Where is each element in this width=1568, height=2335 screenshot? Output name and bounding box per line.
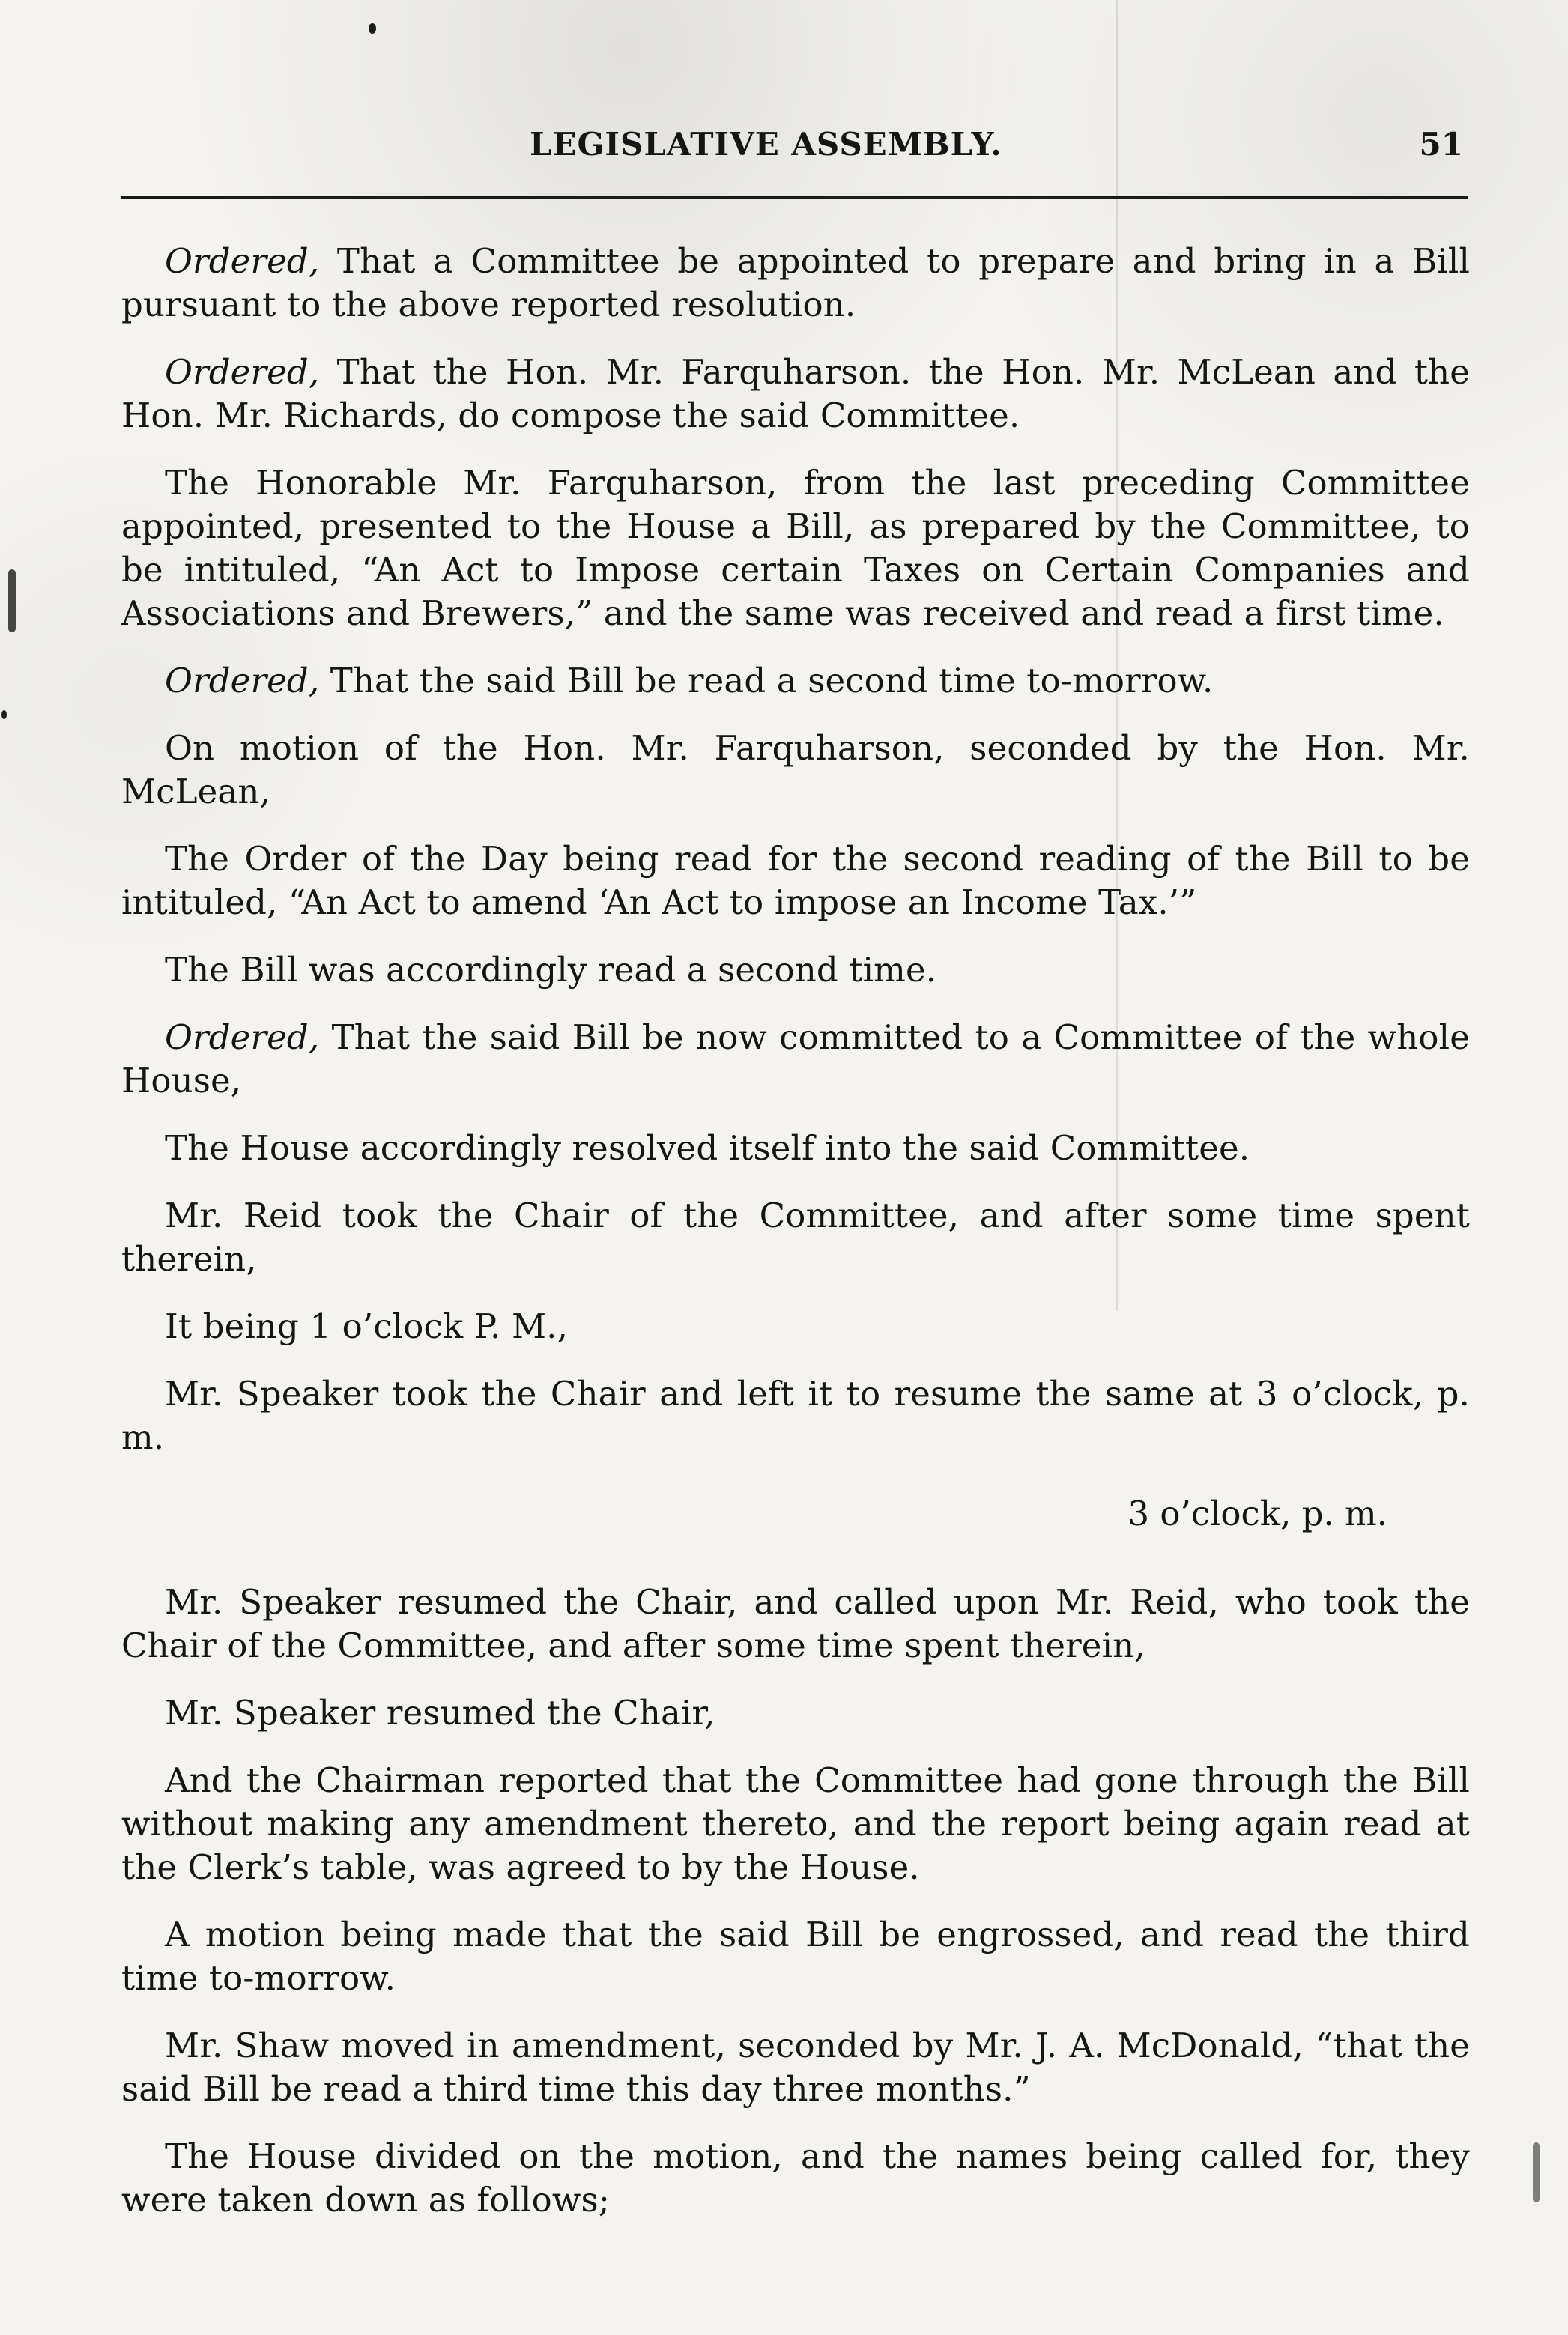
page-header bbox=[121, 126, 1468, 180]
scan-edge-mark bbox=[8, 569, 16, 632]
paragraph-motion-engrossed bbox=[121, 1913, 1470, 2000]
paragraph-text: Mr. Shaw moved in amendment, seconded by Mr. J. A. McDonald, “that the said Bill be read a third time this day three months.” bbox=[121, 2026, 1470, 2109]
paragraph-lead: Ordered, bbox=[165, 241, 320, 281]
paragraph-text: It being 1 o’clock P. M., bbox=[165, 1306, 569, 1346]
paragraph-text: The Honorable Mr. Farquharson, from the last preceding Committee appointed, presented to the House a Bill, as prepared by the Committee, to be intituled, “An Act to Impose certain Taxes on Certain Companies and Associations and Brewers,” and the same was received and read a first time. bbox=[121, 463, 1470, 633]
paragraph-ordered-second-reading bbox=[121, 659, 1470, 703]
paragraph-reid-chair bbox=[121, 1194, 1470, 1281]
paragraph-motion bbox=[121, 727, 1470, 814]
paragraph-text: Mr. Speaker took the Chair and left it to resume the same at 3 o’clock, p. m. bbox=[121, 1374, 1470, 1457]
scan-speck bbox=[1, 710, 7, 719]
paragraph-text: A motion being made that the said Bill be engrossed, and read the third time to-morrow. bbox=[121, 1915, 1470, 1998]
paragraph-text: That a Committee be appointed to prepare and bring in a Bill pursuant to the above reported resolution. bbox=[121, 241, 1470, 324]
paragraph-text: That the Hon. Mr. Farquharson. the Hon. Mr. McLean and the Hon. Mr. Richards, do compose the said Committee. bbox=[121, 352, 1470, 435]
paragraph-text: That the said Bill be now committed to a Committee of the whole House, bbox=[121, 1017, 1470, 1100]
paragraph-lead: Ordered, bbox=[165, 661, 320, 700]
paragraph-house-divided bbox=[121, 2135, 1470, 2222]
paragraph-order-of-day bbox=[121, 838, 1470, 924]
time-heading: 3 o’clock, p. m. bbox=[1127, 1494, 1387, 1533]
paragraph-speaker-resumed-called bbox=[121, 1581, 1470, 1668]
paragraph-one-oclock bbox=[121, 1305, 1470, 1348]
page-body bbox=[121, 240, 1470, 2246]
paragraph-speaker-resumed bbox=[121, 1692, 1470, 1735]
page-title: LEGISLATIVE ASSEMBLY. bbox=[530, 126, 1002, 163]
paragraph-ordered-committee bbox=[121, 240, 1470, 327]
paragraph-second-time bbox=[121, 948, 1470, 992]
paragraph-text: The Order of the Day being read for the second reading of the Bill to be intituled, “An Act to amend ‘An Act to impose an Income Tax.’” bbox=[121, 839, 1470, 922]
scan-speck bbox=[369, 23, 376, 34]
paragraph-text: The House divided on the motion, and the names being called for, they were taken down as follows; bbox=[121, 2136, 1470, 2220]
header-rule bbox=[121, 196, 1468, 199]
paragraph-text: The House accordingly resolved itself into the said Committee. bbox=[165, 1128, 1250, 1168]
paragraph-lead: Ordered, bbox=[165, 352, 320, 392]
paragraph-lead: Ordered, bbox=[165, 1017, 320, 1057]
paragraph-text: Mr. Reid took the Chair of the Committee, and after some time spent therein, bbox=[121, 1196, 1470, 1279]
paragraph-shaw-amendment bbox=[121, 2024, 1470, 2111]
paragraph-text: And the Chairman reported that the Committee had gone through the Bill without making any amendment thereto, and the report being again read at the Clerk’s table, was agreed to by the House. bbox=[121, 1760, 1470, 1887]
paragraph-chairman-reported bbox=[121, 1759, 1470, 1889]
paragraph-text: The Bill was accordingly read a second time. bbox=[165, 950, 937, 990]
paragraph-house-resolved bbox=[121, 1127, 1470, 1170]
scan-edge-mark bbox=[1533, 2142, 1540, 2202]
paragraph-ordered-whole-house bbox=[121, 1016, 1470, 1103]
page-number: 51 bbox=[1419, 126, 1463, 163]
paragraph-text: On motion of the Hon. Mr. Farquharson, seconded by the Hon. Mr. McLean, bbox=[121, 728, 1470, 811]
paragraph-ordered-members bbox=[121, 351, 1470, 437]
paragraph-text: Mr. Speaker resumed the Chair, bbox=[165, 1693, 715, 1733]
paragraph-bill-presented bbox=[121, 461, 1470, 635]
paragraph-text: That the said Bill be read a second time to-morrow. bbox=[319, 661, 1214, 700]
paragraph-text: Mr. Speaker resumed the Chair, and called upon Mr. Reid, who took the Chair of the Committee, and after some time spent therein, bbox=[121, 1582, 1470, 1665]
paragraph-speaker-left bbox=[121, 1372, 1470, 1459]
